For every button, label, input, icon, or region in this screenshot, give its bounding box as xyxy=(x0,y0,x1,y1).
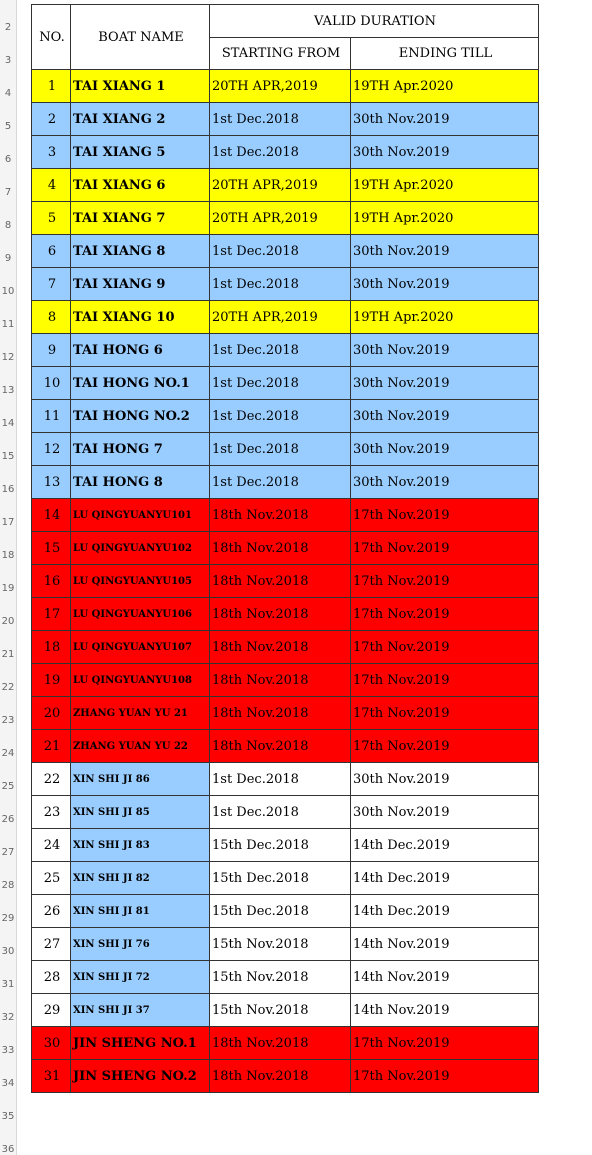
cell-ending-till[interactable]: 19TH Apr.2020 xyxy=(351,202,539,235)
cell-no[interactable]: 28 xyxy=(32,961,71,994)
row-number[interactable]: 15 xyxy=(1,451,15,462)
row-number[interactable]: 17 xyxy=(1,517,15,528)
cell-no[interactable]: 23 xyxy=(32,796,71,829)
table-row xyxy=(32,862,539,895)
cell-starting-from[interactable]: 18th Nov.2018 xyxy=(210,532,351,565)
table-row xyxy=(32,631,539,664)
row-number[interactable]: 3 xyxy=(4,55,12,66)
cell-ending-till[interactable]: 30th Nov.2019 xyxy=(351,268,539,301)
table-row xyxy=(32,1060,539,1093)
cell-no[interactable]: 8 xyxy=(32,301,71,334)
cell-no[interactable]: 29 xyxy=(32,994,71,1027)
cell-no[interactable]: 21 xyxy=(32,730,71,763)
header-boat-name[interactable]: BOAT NAME xyxy=(71,5,210,70)
row-number[interactable]: 30 xyxy=(1,946,15,957)
cell-no[interactable]: 26 xyxy=(32,895,71,928)
row-number[interactable]: 16 xyxy=(1,484,15,495)
row-number[interactable]: 6 xyxy=(4,154,12,165)
cell-no[interactable]: 9 xyxy=(32,334,71,367)
cell-starting-from[interactable]: 20TH APR,2019 xyxy=(210,70,351,103)
cell-starting-from[interactable]: 1st Dec.2018 xyxy=(210,796,351,829)
cell-boat-name[interactable]: XIN SHI JI 85 xyxy=(71,796,210,829)
cell-no[interactable]: 11 xyxy=(32,400,71,433)
row-number[interactable]: 12 xyxy=(1,352,15,363)
cell-starting-from[interactable]: 15th Dec.2018 xyxy=(210,829,351,862)
cell-boat-name[interactable]: XIN SHI JI 83 xyxy=(71,829,210,862)
cell-no[interactable]: 19 xyxy=(32,664,71,697)
header-no[interactable]: NO. xyxy=(32,5,71,70)
cell-no[interactable]: 3 xyxy=(32,136,71,169)
cell-no[interactable]: 22 xyxy=(32,763,71,796)
cell-boat-name[interactable]: ZHANG YUAN YU 21 xyxy=(71,697,210,730)
cell-starting-from[interactable]: 1st Dec.2018 xyxy=(210,400,351,433)
cell-starting-from[interactable]: 1st Dec.2018 xyxy=(210,367,351,400)
table-row xyxy=(32,697,539,730)
header-valid-duration[interactable]: VALID DURATION xyxy=(210,5,539,38)
cell-starting-from[interactable]: 15th Nov.2018 xyxy=(210,994,351,1027)
cell-boat-name[interactable]: LU QINGYUANYU108 xyxy=(71,664,210,697)
cell-boat-name[interactable]: TAI XIANG 5 xyxy=(71,136,210,169)
table-row xyxy=(32,367,539,400)
cell-starting-from[interactable]: 1st Dec.2018 xyxy=(210,268,351,301)
table-row xyxy=(32,466,539,499)
cell-starting-from[interactable]: 20TH APR,2019 xyxy=(210,169,351,202)
row-number[interactable]: 32 xyxy=(1,1012,15,1023)
cell-no[interactable]: 17 xyxy=(32,598,71,631)
cell-boat-name[interactable]: TAI HONG 6 xyxy=(71,334,210,367)
cell-ending-till[interactable]: 19TH Apr.2020 xyxy=(351,70,539,103)
cell-ending-till[interactable]: 17th Nov.2019 xyxy=(351,598,539,631)
cell-starting-from[interactable]: 1st Dec.2018 xyxy=(210,103,351,136)
cell-boat-name[interactable]: ZHANG YUAN YU 22 xyxy=(71,730,210,763)
cell-no[interactable]: 2 xyxy=(32,103,71,136)
cell-ending-till[interactable]: 14th Dec.2019 xyxy=(351,829,539,862)
cell-no[interactable]: 13 xyxy=(32,466,71,499)
cell-starting-from[interactable]: 1st Dec.2018 xyxy=(210,466,351,499)
cell-boat-name[interactable]: JIN SHENG NO.2 xyxy=(71,1060,210,1093)
boat-validity-table xyxy=(31,4,539,1093)
cell-ending-till[interactable]: 14th Dec.2019 xyxy=(351,862,539,895)
table-row xyxy=(32,796,539,829)
cell-ending-till[interactable]: 30th Nov.2019 xyxy=(351,433,539,466)
cell-starting-from[interactable]: 20TH APR,2019 xyxy=(210,202,351,235)
cell-starting-from[interactable]: 1st Dec.2018 xyxy=(210,433,351,466)
row-number[interactable]: 8 xyxy=(4,220,12,231)
row-number[interactable]: 7 xyxy=(4,187,12,198)
cell-ending-till[interactable]: 14th Dec.2019 xyxy=(351,895,539,928)
cell-ending-till[interactable]: 30th Nov.2019 xyxy=(351,235,539,268)
cell-boat-name[interactable]: TAI XIANG 9 xyxy=(71,268,210,301)
row-number[interactable]: 34 xyxy=(1,1078,15,1089)
table-row xyxy=(32,994,539,1027)
table-row xyxy=(32,136,539,169)
cell-ending-till[interactable]: 17th Nov.2019 xyxy=(351,499,539,532)
row-number[interactable]: 27 xyxy=(1,847,15,858)
row-number[interactable]: 11 xyxy=(1,319,15,330)
table-row xyxy=(32,829,539,862)
cell-starting-from[interactable]: 18th Nov.2018 xyxy=(210,565,351,598)
table-row xyxy=(32,1027,539,1060)
cell-ending-till[interactable]: 17th Nov.2019 xyxy=(351,730,539,763)
cell-starting-from[interactable]: 18th Nov.2018 xyxy=(210,598,351,631)
cell-boat-name[interactable]: TAI XIANG 8 xyxy=(71,235,210,268)
cell-no[interactable]: 14 xyxy=(32,499,71,532)
cell-ending-till[interactable]: 17th Nov.2019 xyxy=(351,1027,539,1060)
cell-ending-till[interactable]: 14th Nov.2019 xyxy=(351,994,539,1027)
cell-boat-name[interactable]: XIN SHI JI 86 xyxy=(71,763,210,796)
cell-starting-from[interactable]: 18th Nov.2018 xyxy=(210,730,351,763)
cell-boat-name[interactable]: TAI HONG 7 xyxy=(71,433,210,466)
table-row xyxy=(32,301,539,334)
row-number-gutter xyxy=(0,0,17,1155)
cell-starting-from[interactable]: 18th Nov.2018 xyxy=(210,499,351,532)
table-row xyxy=(32,70,539,103)
cell-no[interactable]: 1 xyxy=(32,70,71,103)
cell-no[interactable]: 7 xyxy=(32,268,71,301)
cell-starting-from[interactable]: 15th Dec.2018 xyxy=(210,862,351,895)
row-number[interactable]: 36 xyxy=(1,1144,15,1155)
cell-starting-from[interactable]: 18th Nov.2018 xyxy=(210,1060,351,1093)
cell-starting-from[interactable]: 18th Nov.2018 xyxy=(210,697,351,730)
cell-boat-name[interactable]: LU QINGYUANYU107 xyxy=(71,631,210,664)
cell-starting-from[interactable]: 1st Dec.2018 xyxy=(210,334,351,367)
cell-boat-name[interactable]: LU QINGYUANYU101 xyxy=(71,499,210,532)
table-row xyxy=(32,598,539,631)
cell-starting-from[interactable]: 15th Nov.2018 xyxy=(210,961,351,994)
table-row xyxy=(32,235,539,268)
cell-no[interactable]: 16 xyxy=(32,565,71,598)
cell-no[interactable]: 10 xyxy=(32,367,71,400)
row-number[interactable]: 4 xyxy=(4,88,12,99)
row-number[interactable]: 22 xyxy=(1,682,15,693)
cell-boat-name[interactable]: LU QINGYUANYU105 xyxy=(71,565,210,598)
table-row xyxy=(32,103,539,136)
cell-starting-from[interactable]: 18th Nov.2018 xyxy=(210,1027,351,1060)
header-ending-till[interactable]: ENDING TILL xyxy=(351,38,539,70)
cell-ending-till[interactable]: 19TH Apr.2020 xyxy=(351,169,539,202)
cell-ending-till[interactable]: 30th Nov.2019 xyxy=(351,466,539,499)
cell-no[interactable]: 15 xyxy=(32,532,71,565)
cell-no[interactable]: 12 xyxy=(32,433,71,466)
header-starting-from[interactable]: STARTING FROM xyxy=(210,38,351,70)
cell-ending-till[interactable]: 17th Nov.2019 xyxy=(351,532,539,565)
cell-starting-from[interactable]: 1st Dec.2018 xyxy=(210,763,351,796)
cell-boat-name[interactable]: XIN SHI JI 82 xyxy=(71,862,210,895)
cell-boat-name[interactable]: TAI HONG NO.1 xyxy=(71,367,210,400)
cell-boat-name[interactable]: LU QINGYUANYU106 xyxy=(71,598,210,631)
table-row xyxy=(32,565,539,598)
cell-no[interactable]: 31 xyxy=(32,1060,71,1093)
cell-boat-name[interactable]: XIN SHI JI 72 xyxy=(71,961,210,994)
row-number[interactable]: 2 xyxy=(4,22,12,33)
cell-ending-till[interactable]: 30th Nov.2019 xyxy=(351,796,539,829)
cell-ending-till[interactable]: 30th Nov.2019 xyxy=(351,400,539,433)
cell-starting-from[interactable]: 1st Dec.2018 xyxy=(210,136,351,169)
cell-starting-from[interactable]: 18th Nov.2018 xyxy=(210,631,351,664)
cell-ending-till[interactable]: 19TH Apr.2020 xyxy=(351,301,539,334)
table-row xyxy=(32,532,539,565)
cell-ending-till[interactable]: 17th Nov.2019 xyxy=(351,697,539,730)
cell-ending-till[interactable]: 30th Nov.2019 xyxy=(351,334,539,367)
cell-ending-till[interactable]: 30th Nov.2019 xyxy=(351,367,539,400)
table-row xyxy=(32,928,539,961)
table-row xyxy=(32,961,539,994)
cell-starting-from[interactable]: 18th Nov.2018 xyxy=(210,664,351,697)
cell-starting-from[interactable]: 1st Dec.2018 xyxy=(210,235,351,268)
cell-starting-from[interactable]: 15th Nov.2018 xyxy=(210,928,351,961)
cell-no[interactable]: 6 xyxy=(32,235,71,268)
table-row xyxy=(32,763,539,796)
cell-ending-till[interactable]: 17th Nov.2019 xyxy=(351,1060,539,1093)
row-number[interactable]: 9 xyxy=(4,253,12,264)
cell-starting-from[interactable]: 20TH APR,2019 xyxy=(210,301,351,334)
cell-ending-till[interactable]: 17th Nov.2019 xyxy=(351,664,539,697)
cell-ending-till[interactable]: 14th Nov.2019 xyxy=(351,928,539,961)
row-number[interactable]: 19 xyxy=(1,583,15,594)
cell-boat-name[interactable]: TAI XIANG 6 xyxy=(71,169,210,202)
table-row xyxy=(32,268,539,301)
table-row xyxy=(32,664,539,697)
row-number[interactable]: 18 xyxy=(1,550,15,561)
row-number[interactable]: 20 xyxy=(1,616,15,627)
cell-no[interactable]: 20 xyxy=(32,697,71,730)
table-row xyxy=(32,730,539,763)
table-row xyxy=(32,169,539,202)
cell-ending-till[interactable]: 30th Nov.2019 xyxy=(351,103,539,136)
cell-boat-name[interactable]: TAI XIANG 7 xyxy=(71,202,210,235)
row-number[interactable]: 10 xyxy=(1,286,15,297)
table-row xyxy=(32,334,539,367)
row-number[interactable]: 5 xyxy=(4,121,12,132)
row-number[interactable]: 31 xyxy=(1,979,15,990)
cell-no[interactable]: 30 xyxy=(32,1027,71,1060)
row-number[interactable]: 25 xyxy=(1,781,15,792)
row-number[interactable]: 28 xyxy=(1,880,15,891)
table-row xyxy=(32,202,539,235)
cell-ending-till[interactable]: 30th Nov.2019 xyxy=(351,763,539,796)
table-row xyxy=(32,400,539,433)
cell-boat-name[interactable]: XIN SHI JI 37 xyxy=(71,994,210,1027)
cell-ending-till[interactable]: 30th Nov.2019 xyxy=(351,136,539,169)
cell-boat-name[interactable]: TAI HONG 8 xyxy=(71,466,210,499)
row-number[interactable]: 14 xyxy=(1,418,15,429)
cell-boat-name[interactable]: LU QINGYUANYU102 xyxy=(71,532,210,565)
cell-boat-name[interactable]: TAI XIANG 10 xyxy=(71,301,210,334)
row-number[interactable]: 33 xyxy=(1,1045,15,1056)
cell-ending-till[interactable]: 17th Nov.2019 xyxy=(351,565,539,598)
cell-boat-name[interactable]: JIN SHENG NO.1 xyxy=(71,1027,210,1060)
row-number[interactable]: 23 xyxy=(1,715,15,726)
cell-boat-name[interactable]: XIN SHI JI 81 xyxy=(71,895,210,928)
table-row xyxy=(32,433,539,466)
cell-ending-till[interactable]: 17th Nov.2019 xyxy=(351,631,539,664)
cell-no[interactable]: 5 xyxy=(32,202,71,235)
cell-no[interactable]: 25 xyxy=(32,862,71,895)
cell-no[interactable]: 4 xyxy=(32,169,71,202)
cell-boat-name[interactable]: TAI HONG NO.2 xyxy=(71,400,210,433)
row-number[interactable]: 21 xyxy=(1,649,15,660)
cell-no[interactable]: 18 xyxy=(32,631,71,664)
cell-boat-name[interactable]: TAI XIANG 2 xyxy=(71,103,210,136)
table-row xyxy=(32,499,539,532)
cell-no[interactable]: 27 xyxy=(32,928,71,961)
cell-boat-name[interactable]: XIN SHI JI 76 xyxy=(71,928,210,961)
row-number[interactable]: 29 xyxy=(1,913,15,924)
row-number[interactable]: 26 xyxy=(1,814,15,825)
cell-ending-till[interactable]: 14th Nov.2019 xyxy=(351,961,539,994)
cell-no[interactable]: 24 xyxy=(32,829,71,862)
cell-boat-name[interactable]: TAI XIANG 1 xyxy=(71,70,210,103)
table-row xyxy=(32,895,539,928)
cell-starting-from[interactable]: 15th Dec.2018 xyxy=(210,895,351,928)
row-number[interactable]: 13 xyxy=(1,385,15,396)
row-number[interactable]: 24 xyxy=(1,748,15,759)
row-number[interactable]: 35 xyxy=(1,1111,15,1122)
